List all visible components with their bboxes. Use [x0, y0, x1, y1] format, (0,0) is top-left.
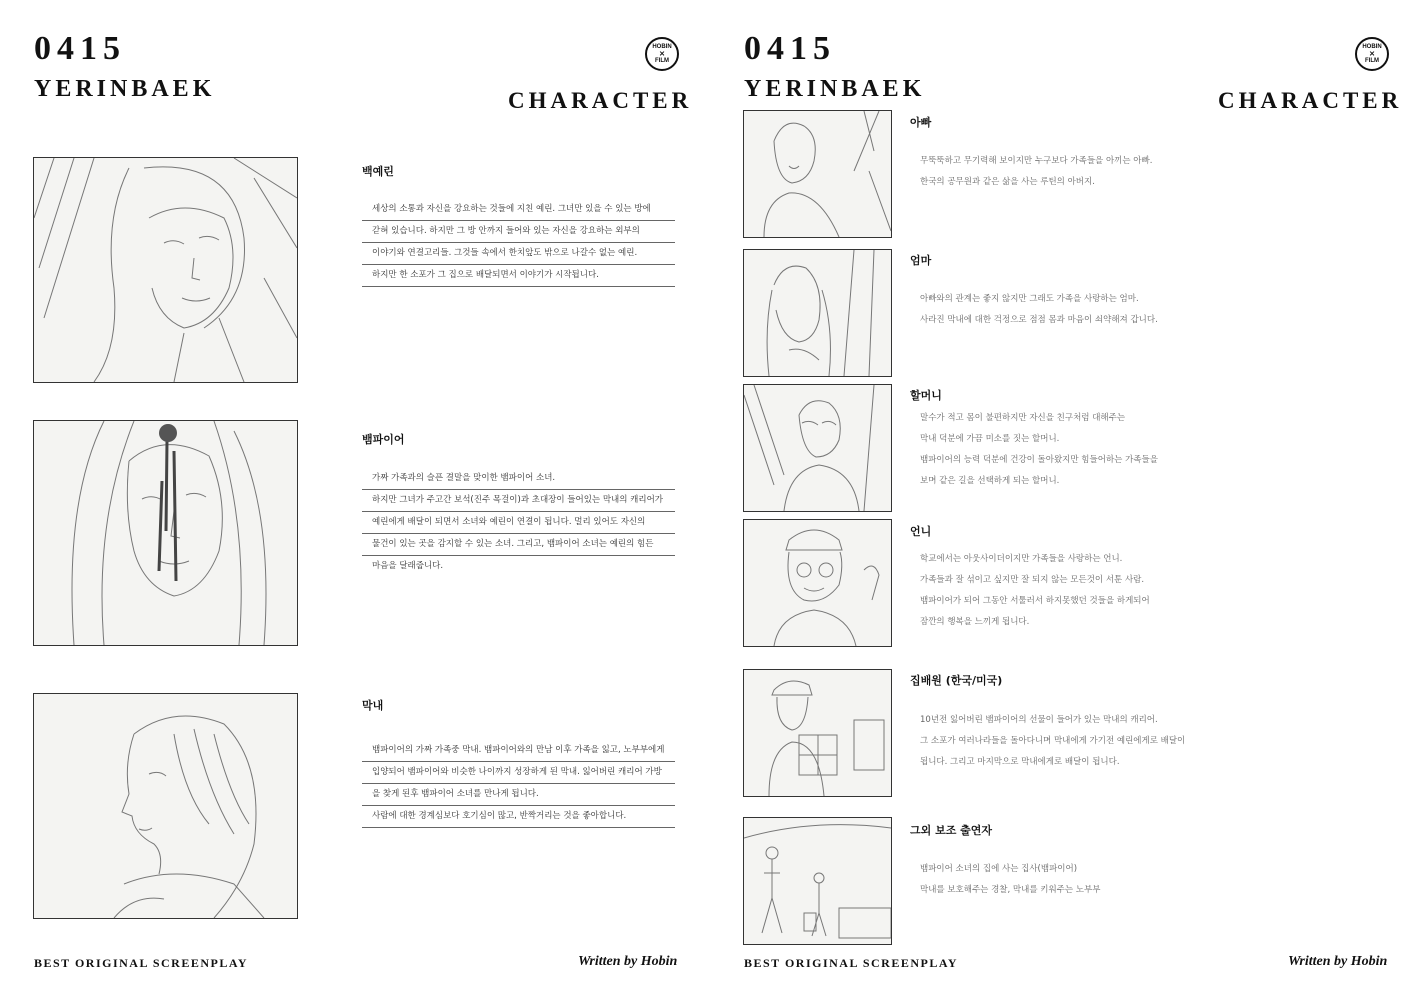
- desc-line: 뱀파이어의 능력 덕분에 건강이 돌아왔지만 힘들어하는 가족들을: [920, 455, 1158, 465]
- desc-line: 잠깐의 행복을 느끼게 됩니다.: [920, 617, 1030, 627]
- right-page: [708, 0, 1415, 1000]
- desc-line: 이야기와 연결고리들. 그것들 속에서 한치앞도 밖으로 나갈수 없는 예린.: [362, 243, 675, 265]
- desc-line: 사람에 대한 경계심보다 호기심이 많고, 반짝거리는 것을 좋아합니다.: [362, 806, 675, 828]
- logo-bottom-text: FILM: [1365, 57, 1379, 64]
- footer-written-by: Written by Hobin: [1288, 954, 1388, 969]
- character-name-youngest: 막내: [362, 699, 384, 712]
- character-desc-extras: [910, 859, 1100, 901]
- desc-line: 가족들과 잘 섞이고 싶지만 잘 되지 않는 모든것이 서툰 사람.: [920, 575, 1145, 585]
- section-title: CHARACTER: [1218, 88, 1403, 113]
- footer-award-label: BEST ORIGINAL SCREENPLAY: [34, 956, 249, 970]
- section-title: CHARACTER: [508, 88, 693, 113]
- character-desc-yerin: [362, 199, 675, 287]
- character-name-extras: 그외 보조 출연자: [910, 824, 993, 837]
- desc-line: 10년전 잃어버린 뱀파이어의 선물이 들어가 있는 막내의 캐리어.: [920, 715, 1158, 725]
- desc-line: 막내를 보호해주는 경찰, 막내를 키워주는 노부부: [920, 885, 1101, 895]
- character-desc-youngest: [362, 740, 675, 828]
- character-name-postman: 집배원 (한국/미국): [910, 674, 1003, 687]
- desc-line: 학교에서는 아웃사이더이지만 가족들을 사랑하는 언니.: [920, 554, 1123, 564]
- desc-line: 물건이 있는 곳을 감지할 수 있는 소녀. 그리고, 뱀파이어 소녀는 예린의 힘든: [362, 534, 675, 556]
- character-desc-vampire: [362, 468, 675, 577]
- character-name-vampire: 뱀파이어: [362, 433, 405, 446]
- desc-line: 마음을 달래줍니다.: [372, 561, 444, 571]
- desc-line: 보며 같은 길을 선택하게 되는 할머니.: [920, 476, 1060, 486]
- vampire-girl-sketch-icon: [33, 420, 298, 646]
- hobin-film-logo: [645, 37, 679, 71]
- desc-line: 예린에게 배달이 되면서 소녀와 예린이 연결이 됩니다. 멀리 있어도 자신의: [362, 512, 675, 534]
- character-name-mom: 엄마: [910, 254, 932, 267]
- character-name-sister: 언니: [910, 525, 932, 538]
- desc-line: 하지만 한 소포가 그 집으로 배달되면서 이야기가 시작됩니다.: [362, 265, 675, 287]
- character-desc-dad: [910, 151, 1152, 193]
- logo-mark: ✕: [659, 50, 665, 58]
- logo-mark: ✕: [1369, 50, 1375, 58]
- desc-line: 하지만 그녀가 주고간 보석(진주 목걸이)과 초대장이 들어있는 막내의 캐리어가: [362, 490, 675, 512]
- sister-sketch-icon: [743, 519, 892, 647]
- desc-line: 입양되어 뱀파이어와 비슷한 나이까지 성장하게 된 막내. 잃어버린 캐리어 가방: [362, 762, 675, 784]
- character-desc-grandma: [910, 408, 1158, 492]
- footer-written-by: Written by Hobin: [578, 954, 678, 969]
- hobin-film-logo: [1355, 37, 1389, 71]
- character-name-grandma: 할머니: [910, 389, 942, 402]
- desc-line: 말수가 적고 몸이 불편하지만 자신을 친구처럼 대해주는: [920, 413, 1126, 423]
- extras-sketch-icon: [743, 817, 892, 945]
- project-code: 0415: [744, 30, 836, 67]
- desc-line: 아빠와의 관계는 좋지 않지만 그래도 가족을 사랑하는 엄마.: [920, 294, 1139, 304]
- desc-line: 가짜 가족과의 슬픈 결말을 맞이한 뱀파이어 소녀.: [362, 468, 675, 490]
- project-code: 0415: [34, 30, 126, 67]
- author-name: YERINBAEK: [744, 76, 926, 102]
- character-desc-mom: [910, 289, 1158, 331]
- desc-line: 됩니다. 그리고 마지막으로 막내에게로 배달이 됩니다.: [920, 757, 1120, 767]
- character-desc-sister: [910, 549, 1150, 633]
- desc-line: 세상의 소통과 자신을 강요하는 것들에 지친 예린. 그녀만 있을 수 있는 방에: [362, 199, 675, 221]
- dad-sketch-icon: [743, 110, 892, 238]
- mom-sketch-icon: [743, 249, 892, 377]
- character-name-yerin: 백예린: [362, 165, 394, 178]
- desc-line: 사라진 막내에 대한 걱정으로 점점 몸과 마음이 쇠약해져 갑니다.: [920, 315, 1158, 325]
- desc-line: 갇혀 있습니다. 하지만 그 방 안까지 들어와 있는 자신을 강요하는 외부의: [362, 221, 675, 243]
- desc-line: 무뚝뚝하고 무기력해 보이지만 누구보다 가족들을 아끼는 아빠.: [920, 156, 1153, 166]
- character-desc-postman: [910, 710, 1185, 773]
- author-name: YERINBAEK: [34, 76, 216, 102]
- character-name-dad: 아빠: [910, 116, 932, 129]
- logo-top-text: HOBIN: [1362, 43, 1382, 50]
- desc-line: 뱀파이어 소녀의 집에 사는 집사(뱀파이어): [920, 864, 1078, 874]
- logo-top-text: HOBIN: [652, 43, 672, 50]
- desc-line: 뱀파이어가 되어 그동안 서툴러서 하지못했던 것들을 하게되어: [920, 596, 1150, 606]
- desc-line: 막내 덕분에 가끔 미소를 짓는 할머니.: [920, 434, 1060, 444]
- desc-line: 뱀파이어의 가짜 가족중 막내. 뱀파이어와의 만남 이후 가족을 잃고, 노부부에게: [362, 740, 675, 762]
- desc-line: 을 찾게 된후 뱀파이어 소녀를 만나게 됩니다.: [362, 784, 675, 806]
- desc-line: 한국의 공무원과 같은 삶을 사는 루틴의 아버지.: [920, 177, 1095, 187]
- desc-line: 그 소포가 여러나라들을 돌아다니며 막내에게 가기전 예린에게로 배달이: [920, 736, 1186, 746]
- logo-bottom-text: FILM: [655, 57, 669, 64]
- postman-sketch-icon: [743, 669, 892, 797]
- footer-award-label: BEST ORIGINAL SCREENPLAY: [744, 956, 959, 970]
- youngest-profile-sketch-icon: [33, 693, 298, 919]
- grandma-sketch-icon: [743, 384, 892, 512]
- girl-portrait-sketch-icon: [33, 157, 298, 383]
